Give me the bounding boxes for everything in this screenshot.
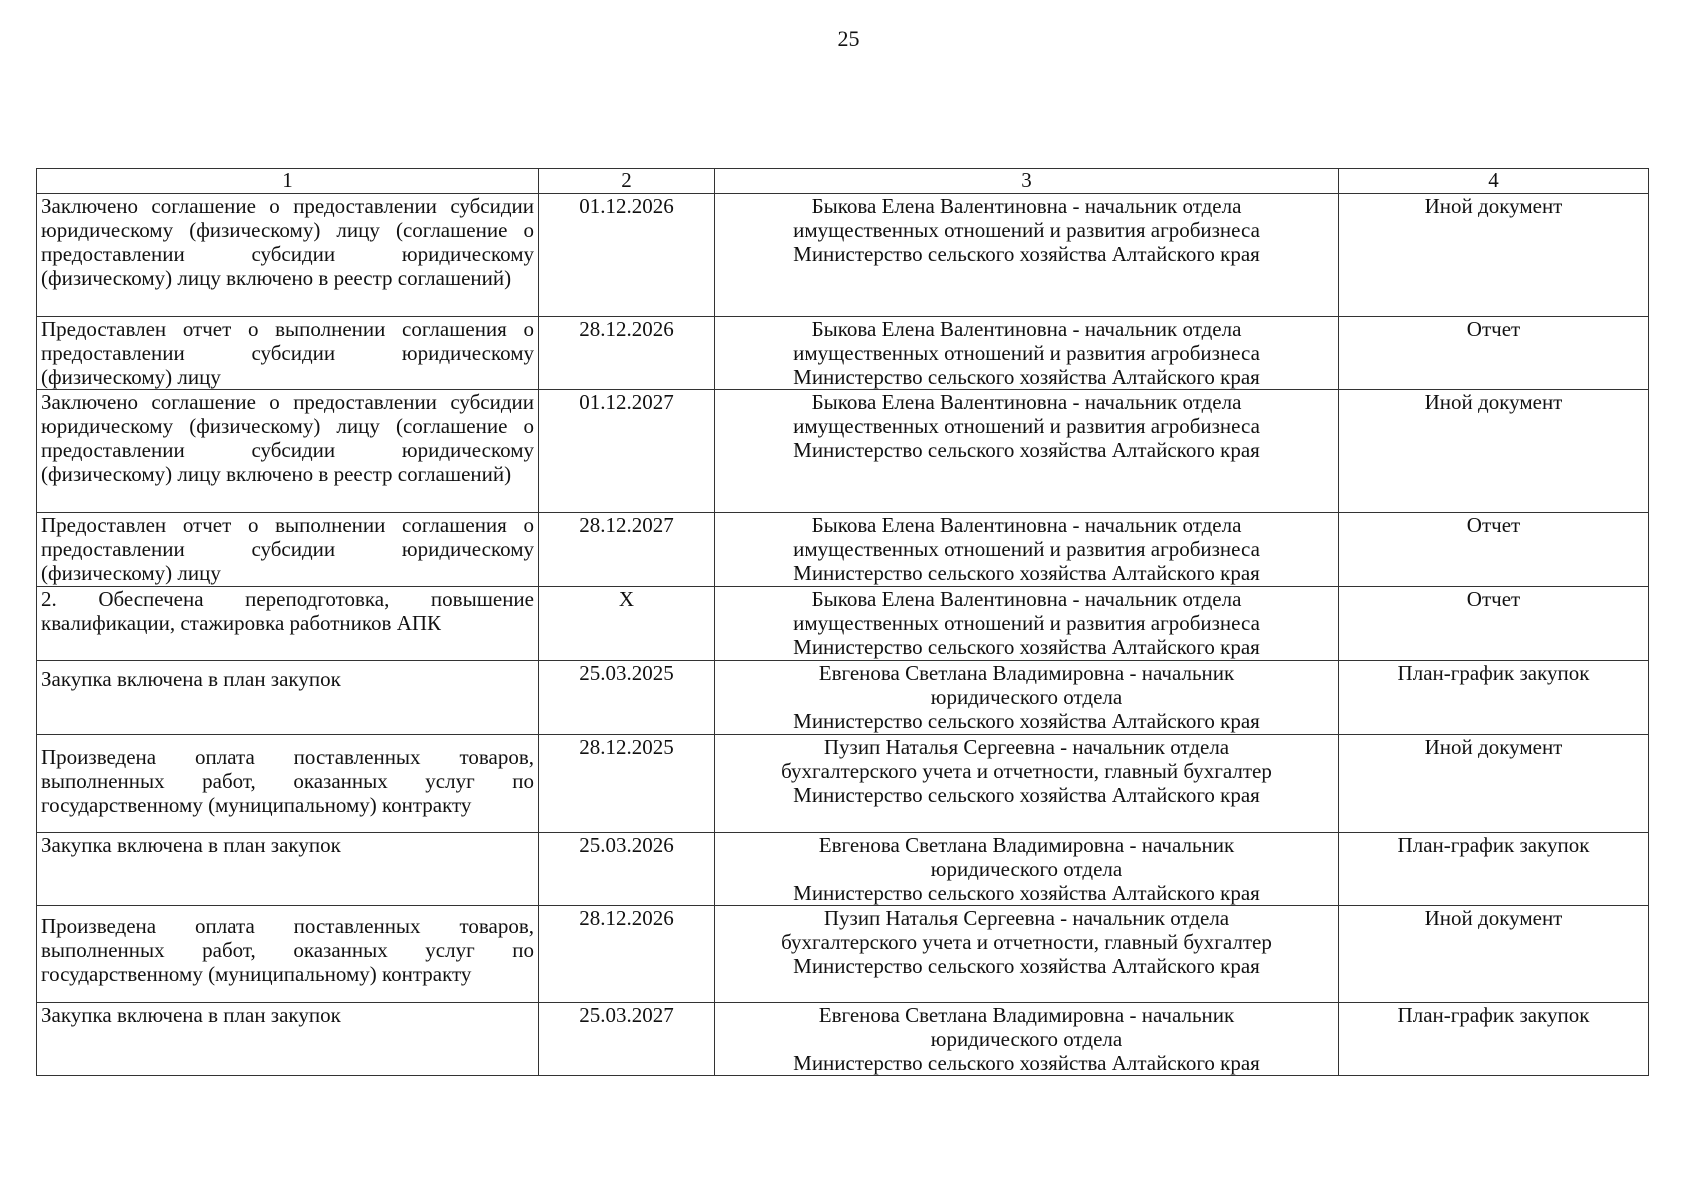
table-row [37, 317, 1649, 390]
date-cell: 28.12.2026 [539, 317, 715, 390]
responsible-cell [715, 390, 1339, 513]
table-row [37, 661, 1649, 735]
document-type-cell: Иной документ [1339, 390, 1649, 513]
responsible-line: Пузип Наталья Сергеевна - начальник отдела [823, 906, 1230, 930]
responsible-line: имущественных отношений и развития агробизнеса [793, 537, 1260, 561]
header-col-2: 2 [539, 169, 715, 194]
document-type-cell: Отчет [1339, 317, 1649, 390]
date-cell: 25.03.2026 [539, 833, 715, 906]
responsible-line: Министерство сельского хозяйства Алтайского края [793, 1051, 1260, 1075]
document-type-cell: Отчет [1339, 513, 1649, 587]
responsible-cell [715, 513, 1339, 587]
header-col-4: 4 [1339, 169, 1649, 194]
responsible-line: Евгенова Светлана Владимировна - начальник [818, 833, 1235, 857]
event-cell: Заключено соглашение о предоставлении субсидии юридическому (физическому) лицу (соглашение о предоставлении субсидии юридическому (физическому) лицу включено в реестр соглашений) [37, 390, 539, 513]
date-cell: 25.03.2025 [539, 661, 715, 735]
table-row [37, 513, 1649, 587]
date-cell: 28.12.2025 [539, 735, 715, 833]
responsible-cell [715, 194, 1339, 317]
schedule-table [36, 168, 1649, 1076]
responsible-line: Быкова Елена Валентиновна - начальник отдела [811, 587, 1242, 611]
responsible-cell [715, 906, 1339, 1003]
responsible-cell [715, 735, 1339, 833]
table-row [37, 833, 1649, 906]
responsible-line: Евгенова Светлана Владимировна - начальник [818, 1003, 1235, 1027]
responsible-line: юридического отдела [930, 857, 1123, 881]
responsible-line: Министерство сельского хозяйства Алтайского края [793, 242, 1260, 266]
table-row [37, 1003, 1649, 1076]
document-type-cell: План-график закупок [1339, 1003, 1649, 1076]
responsible-line: Министерство сельского хозяйства Алтайского края [793, 954, 1260, 978]
page-number: 25 [837, 26, 860, 51]
table-row [37, 194, 1649, 317]
responsible-line: бухгалтерского учета и отчетности, главный бухгалтер [781, 759, 1272, 783]
responsible-line: Пузип Наталья Сергеевна - начальник отдела [823, 735, 1230, 759]
date-cell: 01.12.2026 [539, 194, 715, 317]
responsible-line: Быкова Елена Валентиновна - начальник отдела [811, 317, 1242, 341]
event-cell: Закупка включена в план закупок [37, 833, 539, 906]
responsible-line: Министерство сельского хозяйства Алтайского края [793, 365, 1260, 389]
document-type-cell: Иной документ [1339, 194, 1649, 317]
table-row [37, 735, 1649, 833]
responsible-line: Быкова Елена Валентиновна - начальник отдела [811, 194, 1242, 218]
responsible-line: Министерство сельского хозяйства Алтайского края [793, 709, 1260, 733]
date-cell: 28.12.2027 [539, 513, 715, 587]
responsible-line: Министерство сельского хозяйства Алтайского края [793, 438, 1260, 462]
table-row [37, 906, 1649, 1003]
responsible-line: имущественных отношений и развития агробизнеса [793, 414, 1260, 438]
responsible-cell [715, 317, 1339, 390]
responsible-cell [715, 661, 1339, 735]
document-type-cell: План-график закупок [1339, 661, 1649, 735]
event-cell: Предоставлен отчет о выполнении соглашения о предоставлении субсидии юридическому (физическому) лицу [37, 317, 539, 390]
responsible-line: Евгенова Светлана Владимировна - начальник [818, 661, 1235, 685]
responsible-line: Министерство сельского хозяйства Алтайского края [793, 881, 1260, 905]
event-cell: Предоставлен отчет о выполнении соглашения о предоставлении субсидии юридическому (физическому) лицу [37, 513, 539, 587]
responsible-line: Быкова Елена Валентиновна - начальник отдела [811, 390, 1242, 414]
responsible-line: имущественных отношений и развития агробизнеса [793, 611, 1260, 635]
responsible-line: имущественных отношений и развития агробизнеса [793, 218, 1260, 242]
responsible-line: юридического отдела [930, 1027, 1123, 1051]
responsible-cell [715, 587, 1339, 661]
responsible-line: Министерство сельского хозяйства Алтайского края [793, 783, 1260, 807]
event-cell: 2. Обеспечена переподготовка, повышение квалификации, стажировка работников АПК [37, 587, 539, 661]
document-type-cell: Иной документ [1339, 906, 1649, 1003]
responsible-cell [715, 1003, 1339, 1076]
responsible-line: Министерство сельского хозяйства Алтайского края [793, 561, 1260, 585]
header-col-1: 1 [37, 169, 539, 194]
responsible-line: Быкова Елена Валентиновна - начальник отдела [811, 513, 1242, 537]
date-cell: 01.12.2027 [539, 390, 715, 513]
responsible-line: бухгалтерского учета и отчетности, главный бухгалтер [781, 930, 1272, 954]
table-row [37, 390, 1649, 513]
table-row [37, 587, 1649, 661]
date-cell: Х [539, 587, 715, 661]
table-header-row [37, 169, 1649, 194]
responsible-line: Министерство сельского хозяйства Алтайского края [793, 635, 1260, 659]
event-cell: Закупка включена в план закупок [37, 661, 539, 735]
date-cell: 28.12.2026 [539, 906, 715, 1003]
responsible-line: имущественных отношений и развития агробизнеса [793, 341, 1260, 365]
responsible-line: юридического отдела [930, 685, 1123, 709]
document-type-cell: Отчет [1339, 587, 1649, 661]
event-cell: Произведена оплата поставленных товаров, выполненных работ, оказанных услуг по государственному (муниципальному) контракту [37, 906, 539, 1003]
event-cell: Заключено соглашение о предоставлении субсидии юридическому (физическому) лицу (соглашение о предоставлении субсидии юридическому (физическому) лицу включено в реестр соглашений) [37, 194, 539, 317]
event-cell: Закупка включена в план закупок [37, 1003, 539, 1076]
header-col-3: 3 [715, 169, 1339, 194]
document-type-cell: План-график закупок [1339, 833, 1649, 906]
date-cell: 25.03.2027 [539, 1003, 715, 1076]
document-type-cell: Иной документ [1339, 735, 1649, 833]
event-cell: Произведена оплата поставленных товаров, выполненных работ, оказанных услуг по государственному (муниципальному) контракту [37, 735, 539, 833]
responsible-cell [715, 833, 1339, 906]
